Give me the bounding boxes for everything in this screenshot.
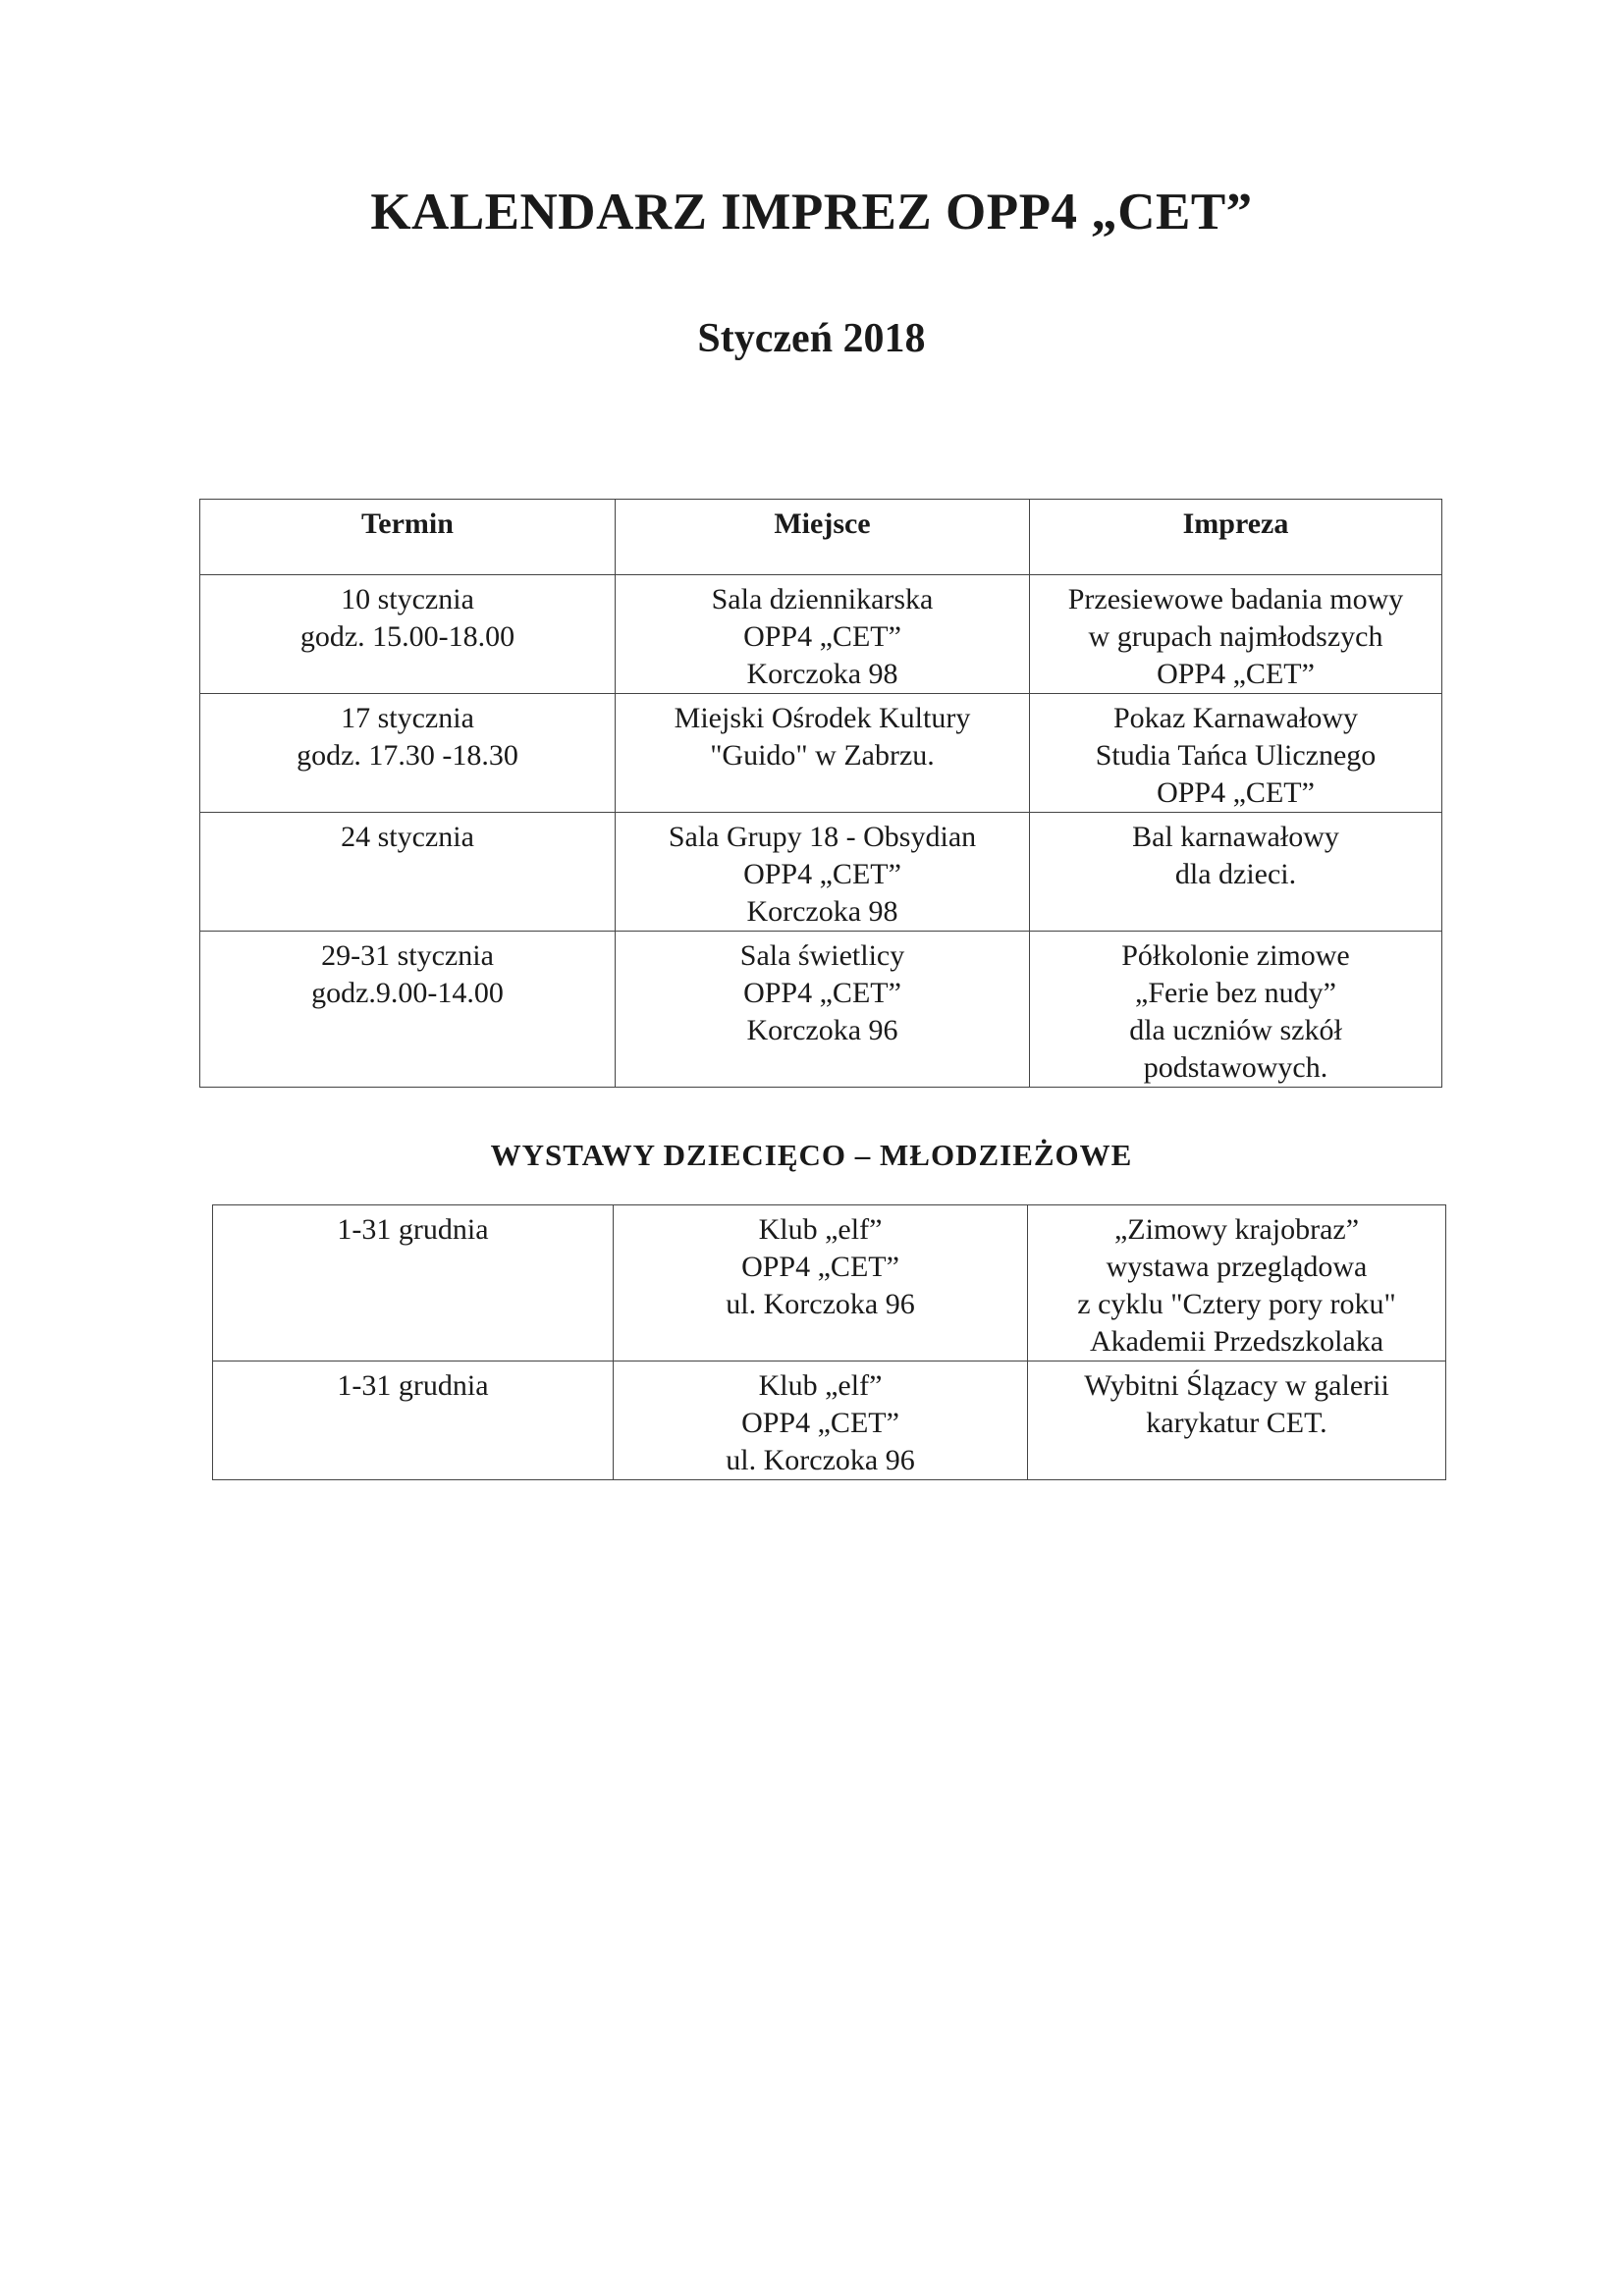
termin-cell bbox=[200, 694, 616, 813]
cell-line: karykatur CET. bbox=[1146, 1407, 1327, 1439]
table-row bbox=[213, 1205, 1446, 1362]
termin-cell bbox=[213, 1362, 614, 1480]
cell-line: OPP4 „CET” bbox=[741, 1407, 899, 1439]
cell-line: „Zimowy krajobraz” bbox=[1113, 1213, 1360, 1246]
cell-line: OPP4 „CET” bbox=[741, 1251, 899, 1283]
impreza-cell bbox=[1028, 1362, 1446, 1480]
termin-cell bbox=[200, 575, 616, 694]
cell-line: Pokaz Karnawałowy bbox=[1112, 702, 1359, 734]
header-termin: Termin bbox=[200, 500, 616, 575]
table-row bbox=[200, 813, 1442, 932]
cell-line: Korczoka 98 bbox=[746, 895, 898, 928]
cell-line: Korczoka 98 bbox=[746, 658, 898, 690]
cell-line: 10 stycznia bbox=[341, 583, 474, 615]
cell-line: OPP4 „CET” bbox=[743, 620, 901, 653]
table-row bbox=[200, 575, 1442, 694]
cell-line: 1-31 grudnia bbox=[337, 1369, 489, 1402]
events-table bbox=[199, 499, 1442, 1088]
cell-line: 17 stycznia bbox=[341, 702, 474, 734]
cell-line: Studia Tańca Ulicznego bbox=[1095, 739, 1377, 772]
cell-line: podstawowych. bbox=[1143, 1051, 1328, 1084]
cell-line: Akademii Przedszkolaka bbox=[1089, 1325, 1384, 1358]
header-miejsce: Miejsce bbox=[616, 500, 1030, 575]
miejsce-cell bbox=[616, 813, 1030, 932]
month-title: Styczeń 2018 bbox=[697, 316, 926, 361]
cell-line: OPP4 „CET” bbox=[1157, 658, 1315, 690]
cell-line: OPP4 „CET” bbox=[743, 858, 901, 890]
termin-cell bbox=[200, 932, 616, 1088]
cell-line: Półkolonie zimowe bbox=[1121, 939, 1350, 972]
impreza-cell bbox=[1030, 932, 1442, 1088]
cell-line: Sala dziennikarska bbox=[711, 583, 934, 615]
termin-cell bbox=[200, 813, 616, 932]
cell-line: w grupach najmłodszych bbox=[1088, 620, 1383, 653]
miejsce-cell bbox=[614, 1205, 1028, 1362]
cell-line: „Ferie bez nudy” bbox=[1135, 977, 1336, 1009]
cell-line: Korczoka 96 bbox=[746, 1014, 898, 1046]
miejsce-cell bbox=[616, 694, 1030, 813]
table-row bbox=[200, 694, 1442, 813]
cell-line: Sala Grupy 18 - Obsydian bbox=[668, 821, 977, 853]
cell-line: ul. Korczoka 96 bbox=[726, 1288, 915, 1320]
miejsce-cell bbox=[616, 575, 1030, 694]
cell-line: 24 stycznia bbox=[341, 821, 474, 853]
cell-line: godz. 15.00-18.00 bbox=[299, 620, 515, 653]
cell-line: OPP4 „CET” bbox=[743, 977, 901, 1009]
cell-line: wystawa przeglądowa bbox=[1106, 1251, 1368, 1283]
cell-line: dla uczniów szkół bbox=[1129, 1014, 1342, 1046]
cell-line: dla dzieci. bbox=[1174, 858, 1297, 890]
cell-line: z cyklu "Cztery pory roku" bbox=[1077, 1288, 1396, 1320]
cell-line: 1-31 grudnia bbox=[337, 1213, 489, 1246]
impreza-cell bbox=[1030, 813, 1442, 932]
table-row bbox=[200, 932, 1442, 1088]
cell-line: Klub „elf” bbox=[758, 1213, 883, 1246]
cell-line: godz. 17.30 -18.30 bbox=[297, 739, 518, 772]
cell-line: Przesiewowe badania mowy bbox=[1067, 583, 1404, 615]
cell-line: Sala świetlicy bbox=[739, 939, 905, 972]
termin-cell bbox=[213, 1205, 614, 1362]
miejsce-cell bbox=[616, 932, 1030, 1088]
page-title: KALENDARZ IMPREZ OPP4 „CET” bbox=[370, 184, 1253, 240]
table-header-row bbox=[200, 500, 1442, 575]
cell-line: godz.9.00-14.00 bbox=[311, 977, 504, 1009]
impreza-cell bbox=[1030, 575, 1442, 694]
miejsce-cell bbox=[614, 1362, 1028, 1480]
cell-line: Bal karnawałowy bbox=[1132, 821, 1339, 853]
cell-line: Klub „elf” bbox=[758, 1369, 883, 1402]
header-impreza: Impreza bbox=[1030, 500, 1442, 575]
impreza-cell bbox=[1028, 1205, 1446, 1362]
exhibitions-title: WYSTAWY DZIECIĘCO – MŁODZIEŻOWE bbox=[490, 1138, 1133, 1172]
cell-line: ul. Korczoka 96 bbox=[726, 1444, 915, 1476]
cell-line: Miejski Ośrodek Kultury bbox=[674, 702, 971, 734]
cell-line: 29-31 stycznia bbox=[321, 939, 494, 972]
exhibitions-table bbox=[212, 1204, 1446, 1480]
cell-line: Wybitni Ślązacy w galerii bbox=[1084, 1369, 1389, 1402]
table-row bbox=[213, 1362, 1446, 1480]
cell-line: "Guido" w Zabrzu. bbox=[710, 739, 935, 772]
impreza-cell bbox=[1030, 694, 1442, 813]
cell-line: OPP4 „CET” bbox=[1157, 776, 1315, 809]
